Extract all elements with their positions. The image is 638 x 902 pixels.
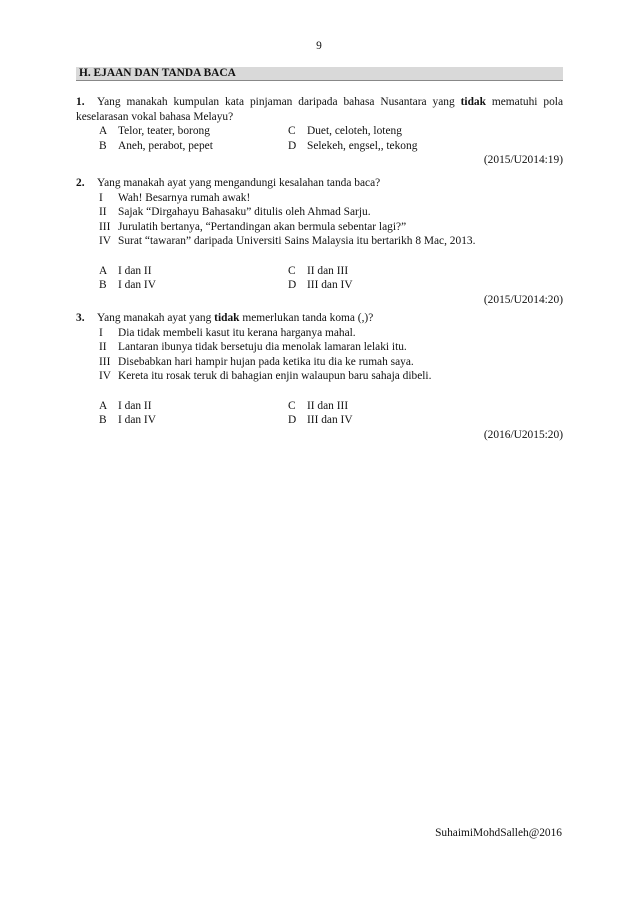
option-c: C II dan III [288,264,349,277]
question-1 [76,95,563,168]
option-row [76,413,563,428]
option-row [76,264,563,279]
statement-iii: III Disebabkan hari hampir hujan pada ketika itu dia ke rumah saya. [99,355,414,368]
statement-i: I Dia tidak membeli kasut itu kerana harganya mahal. [99,326,356,339]
question-2 [76,176,563,307]
option-c: C II dan III [288,399,349,412]
option-row [76,278,563,293]
option-b: B I dan IV [99,414,156,427]
page-number: 9 [316,40,322,52]
statement-iv: IV Surat “tawaran” daripada Universiti Sains Malaysia itu bertarikh 8 Mac, 2013. [99,235,476,248]
section-header [76,67,563,81]
question-source: (2016/U2015:20) [483,428,563,441]
statement-ii: II Lantaran ibunya tidak bersetuju dia menolak lamaran lelaki itu. [99,341,407,354]
statement-iv: IV Kereta itu rosak teruk di bahagian enjin walaupun baru sahaja dibeli. [99,370,432,383]
question-number: 1. [76,96,85,108]
statement-iii: III Jurulatih bertanya, “Pertandingan akan bermula sebentar lagi?” [99,220,407,233]
option-d: D Selekeh, engsel,, tekong [288,139,418,152]
option-d: D III dan IV [288,279,353,292]
option-d: D III dan IV [288,414,353,427]
option-b: B I dan IV [99,279,156,292]
question-source: (2015/U2014:20) [483,293,563,306]
question-3-text: 3. Yang manakah ayat yang tidak memerlukan tanda koma (,)? [76,312,374,324]
question-number: 2. [76,177,85,189]
footer-credit: SuhaimiMohdSalleh@2016 [435,827,562,839]
option-b: B Aneh, perabot, pepet [99,139,213,152]
statement-ii: II Sajak “Dirgahayu Bahasaku” ditulis oleh Ahmad Sarju. [99,206,371,219]
option-a: A Telor, teater, borong [99,125,210,138]
option-row [76,124,563,139]
option-row [76,399,563,414]
statement-i: I Wah! Besarnya rumah awak! [99,191,251,204]
question-source: (2015/U2014:19) [483,154,563,167]
option-c: C Duet, celoteh, loteng [288,125,402,138]
option-a: A I dan II [99,399,152,412]
option-a: A I dan II [99,264,152,277]
question-number: 3. [76,312,85,324]
question-3 [76,311,563,442]
option-row [76,139,563,154]
question-2-text: 2. Yang manakah ayat yang mengandungi kesalahan tanda baca? [76,177,381,189]
section-title: H. EJAAN DAN TANDA BACA [79,67,236,79]
question-1-text: 1. Yang manakah kumpulan kata pinjaman daripada bahasa Nusantara yang tidak mematuhi pola keselarasan vokal bahasa Melayu? [76,96,563,123]
